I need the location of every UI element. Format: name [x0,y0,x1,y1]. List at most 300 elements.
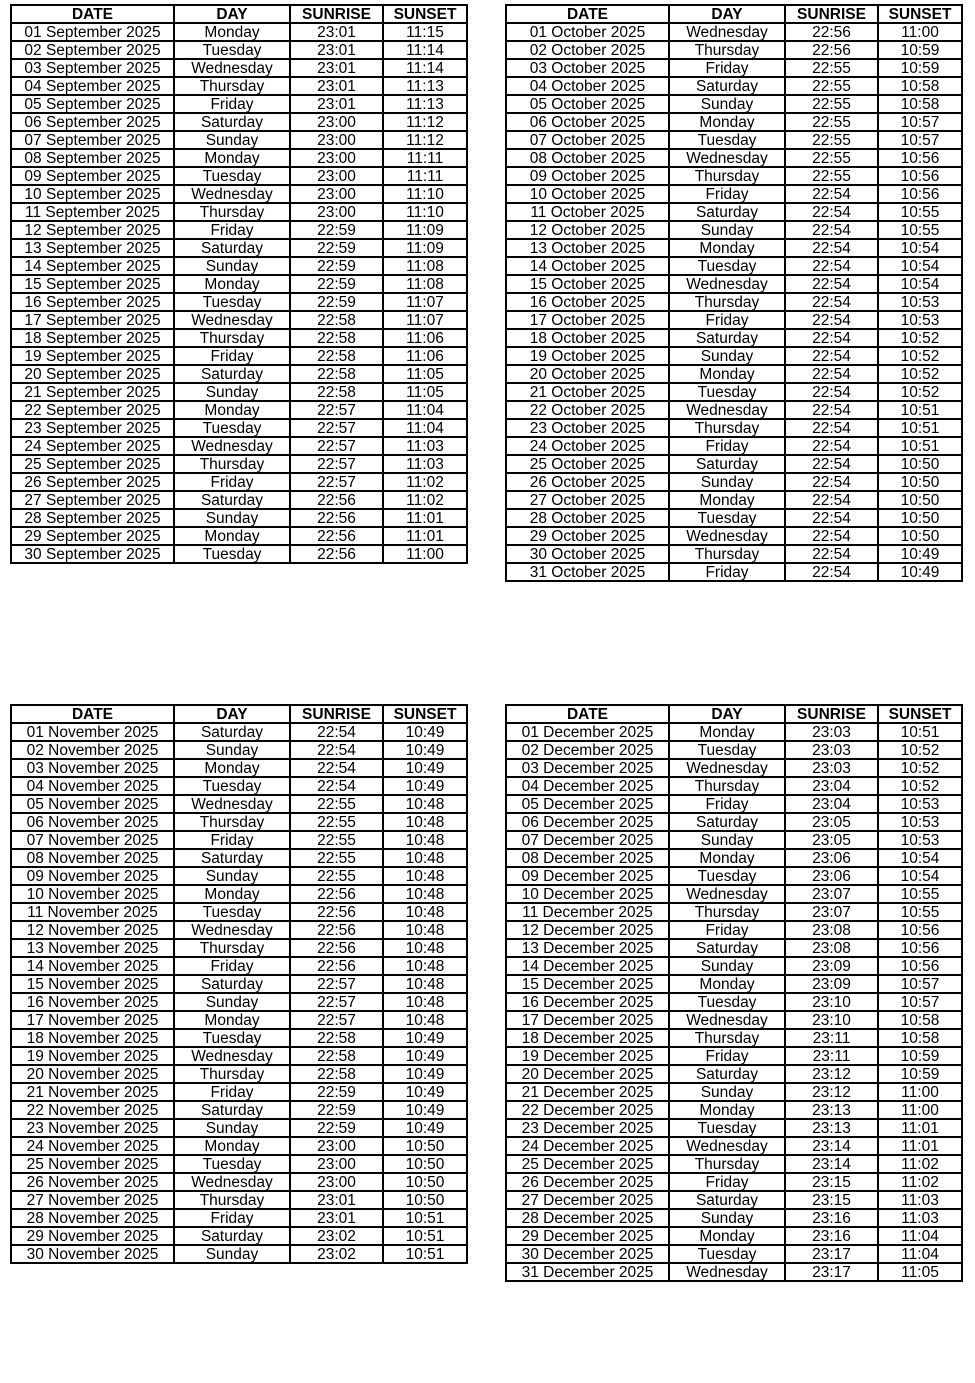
sunset-cell: 11:05 [878,1263,962,1281]
date-cell: 06 October 2025 [506,113,669,131]
sunset-cell: 10:52 [878,777,962,795]
day-cell: Sunday [669,347,785,365]
date-cell: 06 November 2025 [11,813,174,831]
table-row [11,509,467,527]
sunrise-cell: 22:55 [290,849,383,867]
table-row [11,149,467,167]
sunrise-cell: 23:11 [785,1029,878,1047]
day-cell: Wednesday [669,149,785,167]
table-row [506,1173,962,1191]
sunrise-cell: 23:01 [290,59,383,77]
table-row [11,1227,467,1245]
sunrise-cell: 23:17 [785,1245,878,1263]
sunrise-cell: 22:58 [290,329,383,347]
sunset-cell: 10:51 [878,437,962,455]
day-cell: Friday [669,921,785,939]
day-cell: Sunday [174,1119,290,1137]
sunset-cell: 11:01 [383,509,467,527]
table-row [506,455,962,473]
sunrise-cell: 23:15 [785,1191,878,1209]
table-row [506,1065,962,1083]
date-cell: 31 December 2025 [506,1263,669,1281]
sunrise-cell: 22:57 [290,975,383,993]
table-row [11,131,467,149]
day-cell: Monday [174,1137,290,1155]
day-cell: Wednesday [174,437,290,455]
date-cell: 17 November 2025 [11,1011,174,1029]
sunrise-cell: 23:01 [290,77,383,95]
date-cell: 04 October 2025 [506,77,669,95]
table-row [506,975,962,993]
sunset-cell: 10:59 [878,41,962,59]
sunrise-cell: 22:56 [290,903,383,921]
sunrise-cell: 22:55 [290,795,383,813]
date-cell: 12 November 2025 [11,921,174,939]
day-cell: Monday [174,149,290,167]
sunset-cell: 10:54 [878,239,962,257]
sunset-cell: 11:01 [383,527,467,545]
date-cell: 02 October 2025 [506,41,669,59]
sunrise-cell: 22:59 [290,221,383,239]
date-cell: 25 September 2025 [11,455,174,473]
sunrise-cell: 22:56 [290,939,383,957]
sunset-cell: 10:50 [383,1173,467,1191]
sunset-cell: 10:56 [878,167,962,185]
sunrise-cell: 22:54 [290,777,383,795]
day-cell: Sunday [174,1245,290,1263]
table-row [11,903,467,921]
table-row [506,437,962,455]
date-cell: 29 October 2025 [506,527,669,545]
sunset-cell: 11:08 [383,257,467,275]
day-cell: Monday [669,975,785,993]
table-row [506,1083,962,1101]
table-row [11,1119,467,1137]
sunrise-cell: 22:54 [785,437,878,455]
day-cell: Friday [669,185,785,203]
sunrise-cell: 23:00 [290,203,383,221]
sunset-cell: 10:59 [878,1047,962,1065]
date-cell: 10 October 2025 [506,185,669,203]
sunrise-cell: 22:59 [290,275,383,293]
sunset-cell: 10:54 [878,257,962,275]
table-row [11,849,467,867]
column-header-sunrise: SUNRISE [785,5,878,23]
day-cell: Friday [174,347,290,365]
sunset-cell: 10:53 [878,813,962,831]
sunrise-cell: 22:54 [785,545,878,563]
sunrise-cell: 22:57 [290,437,383,455]
sunrise-cell: 23:01 [290,1191,383,1209]
sunrise-cell: 22:55 [290,813,383,831]
day-cell: Friday [174,1209,290,1227]
sunrise-cell: 23:17 [785,1263,878,1281]
day-cell: Wednesday [174,185,290,203]
table-row [11,473,467,491]
column-header-day: DAY [174,5,290,23]
day-cell: Saturday [174,113,290,131]
date-cell: 30 November 2025 [11,1245,174,1263]
day-cell: Saturday [174,365,290,383]
sunset-cell: 10:56 [878,921,962,939]
sunrise-cell: 22:56 [290,921,383,939]
day-cell: Saturday [669,1191,785,1209]
date-cell: 15 December 2025 [506,975,669,993]
table-row [11,437,467,455]
sunrise-cell: 22:59 [290,1119,383,1137]
day-cell: Saturday [669,455,785,473]
sunrise-cell: 22:55 [290,867,383,885]
sunrise-cell: 23:06 [785,849,878,867]
sunrise-cell: 23:12 [785,1065,878,1083]
sunrise-cell: 22:58 [290,1029,383,1047]
sunset-cell: 10:49 [383,1065,467,1083]
date-cell: 20 September 2025 [11,365,174,383]
date-cell: 04 November 2025 [11,777,174,795]
table-row [11,23,467,41]
sunset-cell: 11:03 [878,1209,962,1227]
sunrise-cell: 23:01 [290,1209,383,1227]
table-row [506,95,962,113]
sunset-cell: 10:58 [878,77,962,95]
sunset-cell: 10:54 [878,849,962,867]
table-row [11,831,467,849]
sunrise-cell: 22:56 [290,545,383,563]
day-cell: Sunday [174,131,290,149]
day-cell: Saturday [669,329,785,347]
date-cell: 16 December 2025 [506,993,669,1011]
column-header-day: DAY [669,5,785,23]
day-cell: Tuesday [669,509,785,527]
date-cell: 26 October 2025 [506,473,669,491]
date-cell: 14 October 2025 [506,257,669,275]
column-header-day: DAY [669,705,785,723]
sunrise-cell: 22:57 [290,455,383,473]
day-cell: Wednesday [669,527,785,545]
sunrise-cell: 23:00 [290,131,383,149]
sunrise-cell: 23:02 [290,1227,383,1245]
sunrise-cell: 22:54 [785,509,878,527]
sunset-cell: 10:48 [383,849,467,867]
sunset-cell: 11:13 [383,77,467,95]
sunrise-cell: 22:55 [785,149,878,167]
date-cell: 04 September 2025 [11,77,174,95]
sunrise-cell: 22:57 [290,473,383,491]
sunset-cell: 10:50 [383,1191,467,1209]
sunrise-cell: 23:14 [785,1155,878,1173]
sunset-cell: 11:05 [383,383,467,401]
sunset-cell: 10:57 [878,113,962,131]
date-cell: 18 October 2025 [506,329,669,347]
date-cell: 22 November 2025 [11,1101,174,1119]
sunset-cell: 10:50 [878,473,962,491]
sunset-cell: 11:10 [383,185,467,203]
day-cell: Monday [669,723,785,741]
sunrise-sunset-table-september [10,4,468,564]
day-cell: Wednesday [669,275,785,293]
sunset-cell: 11:13 [383,95,467,113]
sunset-cell: 10:48 [383,1011,467,1029]
date-cell: 21 November 2025 [11,1083,174,1101]
column-header-sunrise: SUNRISE [785,705,878,723]
table-body [506,723,962,1281]
sunset-cell: 10:57 [878,131,962,149]
day-cell: Wednesday [669,1137,785,1155]
table-row [506,167,962,185]
sunset-cell: 11:14 [383,59,467,77]
sunset-cell: 11:12 [383,113,467,131]
date-cell: 10 November 2025 [11,885,174,903]
table-body [506,23,962,581]
sunrise-cell: 22:55 [785,131,878,149]
table-row [506,41,962,59]
table-row [11,1155,467,1173]
sunset-cell: 10:48 [383,939,467,957]
day-cell: Sunday [174,867,290,885]
sunrise-cell: 22:55 [785,167,878,185]
day-cell: Tuesday [669,257,785,275]
date-cell: 17 October 2025 [506,311,669,329]
sunrise-cell: 22:54 [785,365,878,383]
sunrise-cell: 22:57 [290,1011,383,1029]
day-cell: Monday [669,365,785,383]
day-cell: Sunday [669,473,785,491]
date-cell: 12 December 2025 [506,921,669,939]
sunset-cell: 10:56 [878,149,962,167]
day-cell: Wednesday [669,759,785,777]
table-row [506,1191,962,1209]
table-row [11,1245,467,1263]
table-row [506,383,962,401]
sunset-cell: 10:48 [383,831,467,849]
sunrise-sunset-table-october [505,4,963,582]
date-cell: 01 October 2025 [506,23,669,41]
date-cell: 21 October 2025 [506,383,669,401]
date-cell: 18 December 2025 [506,1029,669,1047]
table-row [11,329,467,347]
sunrise-cell: 22:54 [785,239,878,257]
sunset-cell: 10:53 [878,831,962,849]
table-row [506,59,962,77]
day-cell: Saturday [669,939,785,957]
date-cell: 06 September 2025 [11,113,174,131]
sunrise-cell: 22:56 [290,491,383,509]
date-cell: 08 November 2025 [11,849,174,867]
table-row [506,491,962,509]
date-cell: 02 September 2025 [11,41,174,59]
sunrise-cell: 23:11 [785,1047,878,1065]
sunrise-cell: 23:16 [785,1209,878,1227]
sunset-cell: 10:55 [878,903,962,921]
day-cell: Wednesday [669,1263,785,1281]
table-row [11,401,467,419]
sunset-cell: 11:00 [878,1101,962,1119]
date-cell: 09 October 2025 [506,167,669,185]
day-cell: Thursday [669,777,785,795]
sunrise-cell: 22:55 [785,95,878,113]
sunset-cell: 11:07 [383,293,467,311]
sunset-cell: 10:51 [383,1209,467,1227]
table-row [11,221,467,239]
date-cell: 24 November 2025 [11,1137,174,1155]
sunset-cell: 11:00 [878,1083,962,1101]
column-header-day: DAY [174,705,290,723]
table-row [506,509,962,527]
date-cell: 22 September 2025 [11,401,174,419]
table-row [11,347,467,365]
date-cell: 27 October 2025 [506,491,669,509]
table-row [11,993,467,1011]
sunrise-cell: 22:54 [785,401,878,419]
day-cell: Thursday [669,1155,785,1173]
day-cell: Monday [669,113,785,131]
sunset-cell: 10:52 [878,329,962,347]
day-cell: Monday [174,275,290,293]
day-cell: Friday [669,311,785,329]
sunrise-cell: 22:54 [785,491,878,509]
day-cell: Saturday [669,77,785,95]
table-row [506,777,962,795]
sunset-cell: 11:06 [383,329,467,347]
table-row [506,329,962,347]
sunrise-cell: 22:59 [290,239,383,257]
date-cell: 16 September 2025 [11,293,174,311]
date-cell: 13 November 2025 [11,939,174,957]
sunset-cell: 11:15 [383,23,467,41]
table-row [506,1155,962,1173]
table-row [11,885,467,903]
sunset-cell: 10:56 [878,185,962,203]
day-cell: Monday [669,491,785,509]
table-row [11,1047,467,1065]
table-row [11,795,467,813]
sunset-cell: 10:55 [878,885,962,903]
table-row [11,1209,467,1227]
sunset-cell: 11:03 [383,455,467,473]
sunset-cell: 10:50 [383,1155,467,1173]
table-row [11,365,467,383]
sunrise-cell: 23:02 [290,1245,383,1263]
date-cell: 05 November 2025 [11,795,174,813]
sunrise-cell: 22:55 [785,59,878,77]
date-cell: 13 December 2025 [506,939,669,957]
table-row [506,1011,962,1029]
date-cell: 10 September 2025 [11,185,174,203]
day-cell: Monday [669,849,785,867]
table-row [506,813,962,831]
date-cell: 30 October 2025 [506,545,669,563]
table-row [11,293,467,311]
date-cell: 16 October 2025 [506,293,669,311]
sunset-cell: 10:51 [878,401,962,419]
day-cell: Sunday [669,95,785,113]
sunset-cell: 11:00 [383,545,467,563]
table-row [11,185,467,203]
sunset-cell: 10:49 [383,1083,467,1101]
sunset-cell: 10:49 [878,563,962,581]
day-cell: Saturday [174,239,290,257]
date-cell: 24 December 2025 [506,1137,669,1155]
column-header-date: DATE [11,705,174,723]
sunrise-cell: 22:54 [785,527,878,545]
sunset-cell: 11:14 [383,41,467,59]
sunrise-cell: 23:06 [785,867,878,885]
sunrise-cell: 23:08 [785,939,878,957]
table-row [506,473,962,491]
day-cell: Sunday [669,957,785,975]
date-cell: 24 September 2025 [11,437,174,455]
sunrise-cell: 22:58 [290,347,383,365]
date-cell: 26 December 2025 [506,1173,669,1191]
day-cell: Tuesday [669,1119,785,1137]
table-row [11,41,467,59]
date-cell: 24 October 2025 [506,437,669,455]
sunrise-cell: 22:54 [785,455,878,473]
table-row [506,131,962,149]
table-row [11,975,467,993]
table-row [11,759,467,777]
date-cell: 26 November 2025 [11,1173,174,1191]
table-row [506,921,962,939]
sunset-cell: 10:49 [383,723,467,741]
sunset-cell: 10:50 [878,527,962,545]
sunrise-cell: 22:57 [290,419,383,437]
sunrise-cell: 23:01 [290,41,383,59]
sunset-cell: 10:54 [878,275,962,293]
day-cell: Thursday [174,813,290,831]
table-header-row [11,5,467,23]
date-cell: 23 December 2025 [506,1119,669,1137]
sunrise-cell: 22:54 [290,741,383,759]
date-cell: 25 October 2025 [506,455,669,473]
date-cell: 11 October 2025 [506,203,669,221]
date-cell: 03 November 2025 [11,759,174,777]
date-cell: 07 September 2025 [11,131,174,149]
date-cell: 19 December 2025 [506,1047,669,1065]
day-cell: Friday [669,1047,785,1065]
sunrise-cell: 22:54 [785,257,878,275]
table-row [11,741,467,759]
day-cell: Saturday [174,975,290,993]
date-cell: 13 October 2025 [506,239,669,257]
sunrise-cell: 22:58 [290,383,383,401]
table-row [11,777,467,795]
sunrise-cell: 23:13 [785,1119,878,1137]
table-row [11,1029,467,1047]
day-cell: Thursday [669,419,785,437]
sunset-cell: 11:12 [383,131,467,149]
column-header-date: DATE [506,5,669,23]
day-cell: Thursday [669,903,785,921]
sunset-cell: 11:09 [383,221,467,239]
day-cell: Saturday [174,1227,290,1245]
table-row [11,1083,467,1101]
table-row [11,95,467,113]
day-cell: Tuesday [174,1155,290,1173]
sunrise-cell: 23:08 [785,921,878,939]
day-cell: Monday [174,23,290,41]
date-cell: 16 November 2025 [11,993,174,1011]
day-cell: Sunday [174,257,290,275]
day-cell: Saturday [174,849,290,867]
date-cell: 08 October 2025 [506,149,669,167]
day-cell: Saturday [669,203,785,221]
sunset-cell: 10:52 [878,759,962,777]
sunset-cell: 10:58 [878,1011,962,1029]
date-cell: 27 September 2025 [11,491,174,509]
table-row [506,1047,962,1065]
date-cell: 02 November 2025 [11,741,174,759]
